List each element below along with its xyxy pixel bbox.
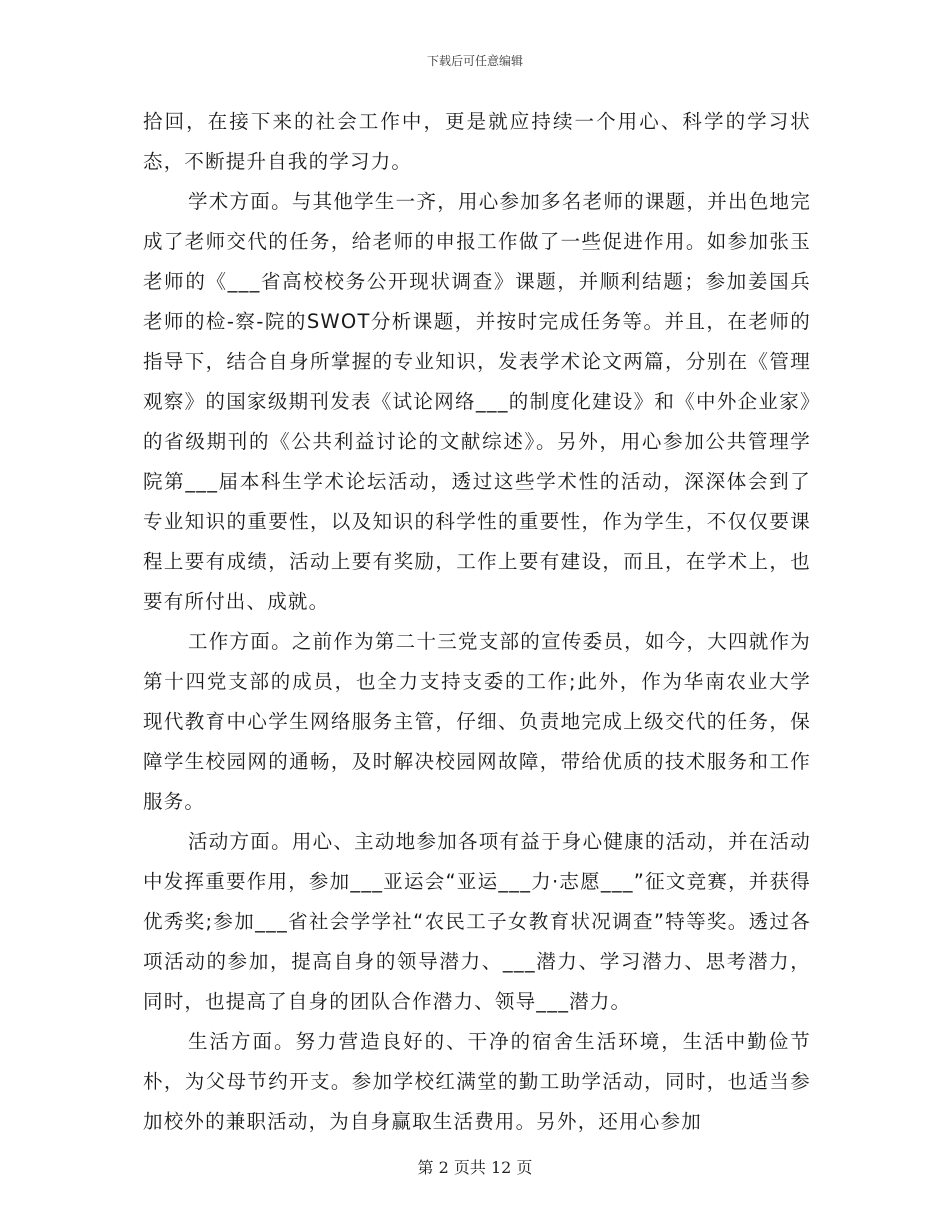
paragraph-continuation: 拾回，在接下来的社会工作中，更是就应持续一个用心、科学的学习状态，不断提升自我的学习力。 [143,110,811,173]
page-header: 下载后可任意编辑 [426,54,523,68]
paragraph-academic: 学术方面。与其他学生一齐，用心参加多名老师的课题，并出色地完成了老师交代的任务，给老师的申报工作做了一些促进作用。如参加张玉老师的《___省高校校务公开现状调查》课题，并顺利结题；参加姜国兵老师的检-察-院的SWOT分析课题，并按时完成任务等。并且，在老师的指导下，结合自身所掌握的专业知识，发表学术论文两篇，分别在《管理观察》的国家级期刊发表《试论网络___的制度化建设》和《中外企业家》的省级期刊的《公共利益讨论的文献综述》。另外，用心参加公共管理学院第___届本科生学术论坛活动，透过这些学术性的活动，深深体会到了专业知识的重要性，以及知识的科学性的重要性，作为学生，不仅仅要课程上要有成绩，活动上要有奖励，工作上要有建设，而且，在学术上，也要有所付出、成就。 [143,190,811,613]
page-footer: 第 2 页共 12 页 [417,1158,533,1177]
document-body [143,102,811,1142]
paragraph-work: 工作方面。之前作为第二十三党支部的宣传委员，如今，大四就作为第十四党支部的成员，也全力支持支委的工作;此外，作为华南农业大学现代教育中心学生网络服务主管，仔细、负责地完成上级交代的任务，保障学生校园网的通畅，及时解决校园网故障，带给优质的技术服务和工作服务。 [143,630,811,813]
paragraph-life: 生活方面。努力营造良好的、干净的宿舍生活环境，生活中勤俭节朴，为父母节约开支。参加学校红满堂的勤工助学活动，同时，也适当参加校外的兼职活动，为自身赢取生活费用。另外，还用心参加 [143,1030,811,1133]
paragraph-activities: 活动方面。用心、主动地参加各项有益于身心健康的活动，并在活动中发挥重要作用，参加___亚运会“亚运___力·志愿___”征文竞赛，并获得优秀奖;参加___省社会学学社“农民工子女教育状况调查”特等奖。透过各项活动的参加，提高自身的领导潜力、___潜力、学习潜力、思考潜力，同时，也提高了自身的团队合作潜力、领导___潜力。 [143,830,811,1013]
